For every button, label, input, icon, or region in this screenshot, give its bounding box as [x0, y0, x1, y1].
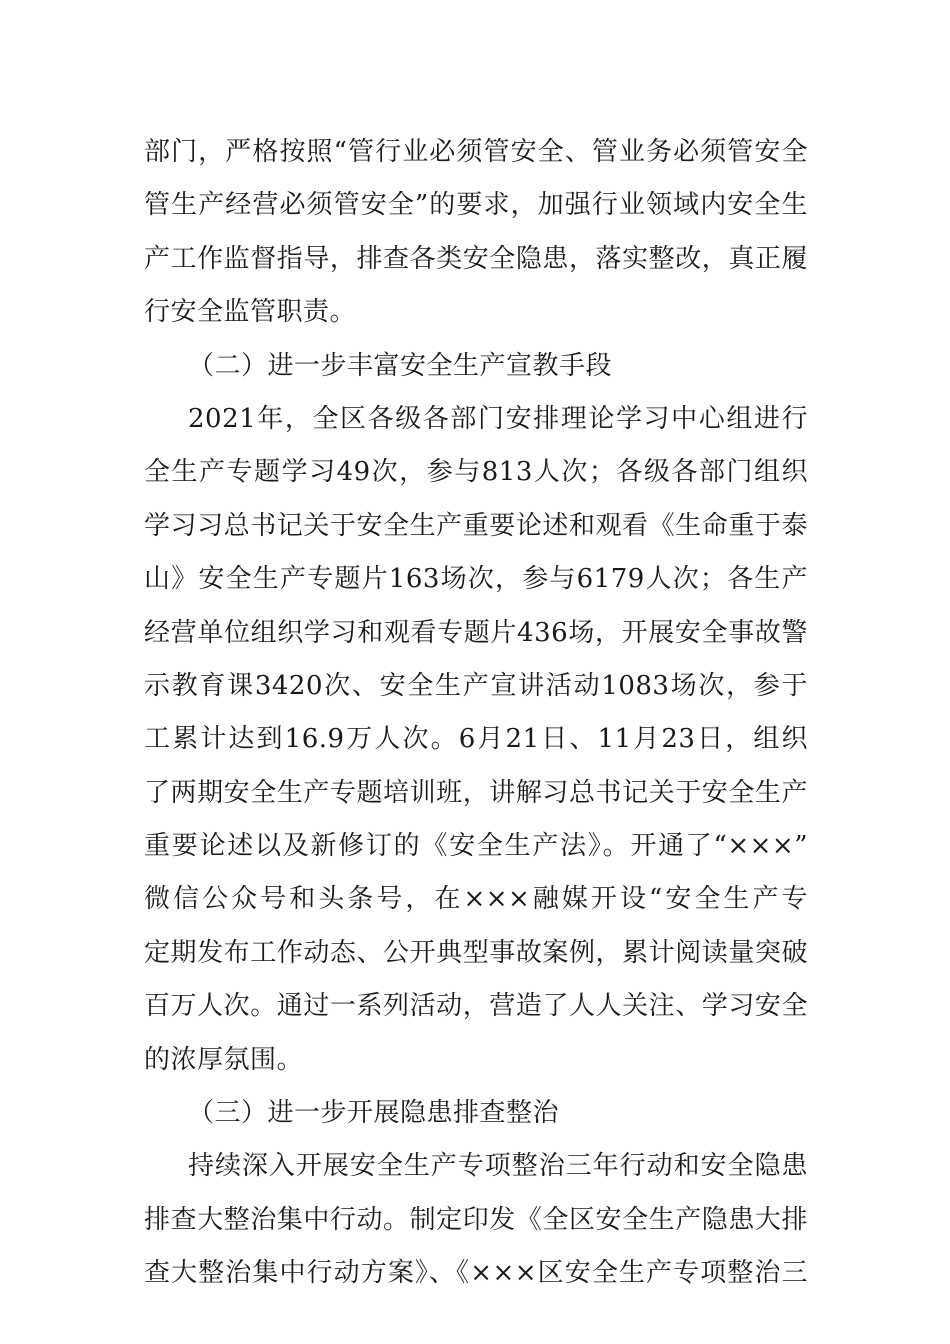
section-heading-2: （二）进一步丰富安全生产宣教手段: [188, 350, 613, 381]
paragraph-line: 示教育课3420次、安全生产宣讲活动1083场次，参于: [144, 670, 808, 701]
paragraph-line: 管生产经营必须管安全”的要求，加强行业领域内安全生: [144, 190, 808, 221]
paragraph-line: 的浓厚氛围。: [144, 1044, 304, 1075]
paragraph-line: 查大整治集中行动方案》、《×××区安全生产专项整治三: [144, 1258, 808, 1289]
paragraph-line: 学习习总书记关于安全生产重要论述和观看《生命重于泰: [144, 510, 808, 541]
paragraph-line: 2021年，全区各级各部门安排理论学习中心组进行: [188, 403, 808, 434]
paragraph-line: 全生产专题学习49次，参与813人次；各级各部门组织: [144, 457, 808, 488]
paragraph-line: 了两期安全生产专题培训班，讲解习总书记关于安全生产: [144, 777, 808, 808]
paragraph-line: 持续深入开展安全生产专项整治三年行动和安全隐患: [188, 1151, 808, 1182]
paragraph-line: 部门，严格按照“管行业必须管安全、管业务必须管安全: [144, 137, 808, 167]
body-text: [144, 126, 808, 1301]
paragraph-line: 行安全监管职责。: [144, 297, 357, 328]
section-heading-3: （三）进一步开展隐患排查整治: [188, 1098, 560, 1129]
paragraph-line: 排查大整治集中行动。制定印发《全区安全生产隐患大排: [144, 1204, 808, 1235]
paragraph-line: 山》安全生产专题片163场次，参与6179人次；各生产: [144, 564, 808, 595]
paragraph-line: 重要论述以及新修订的《安全生产法》。开通了“×××”: [144, 831, 808, 862]
paragraph-line: 定期发布工作动态、公开典型事故案例，累计阅读量突破: [144, 937, 808, 968]
paragraph-line: 产工作监督指导，排查各类安全隐患，落实整改，真正履: [144, 243, 808, 274]
paragraph-line: 经营单位组织学习和观看专题片436场，开展安全事故警: [144, 617, 808, 648]
paragraph-line: 微信公众号和头条号，在×××融媒开设“安全生产专: [144, 884, 808, 915]
paragraph-line: 百万人次。通过一系列活动，营造了人人关注、学习安全: [144, 991, 808, 1022]
paragraph-line: 工累计达到16.9万人次。6月21日、11月23日，组织: [144, 724, 808, 755]
